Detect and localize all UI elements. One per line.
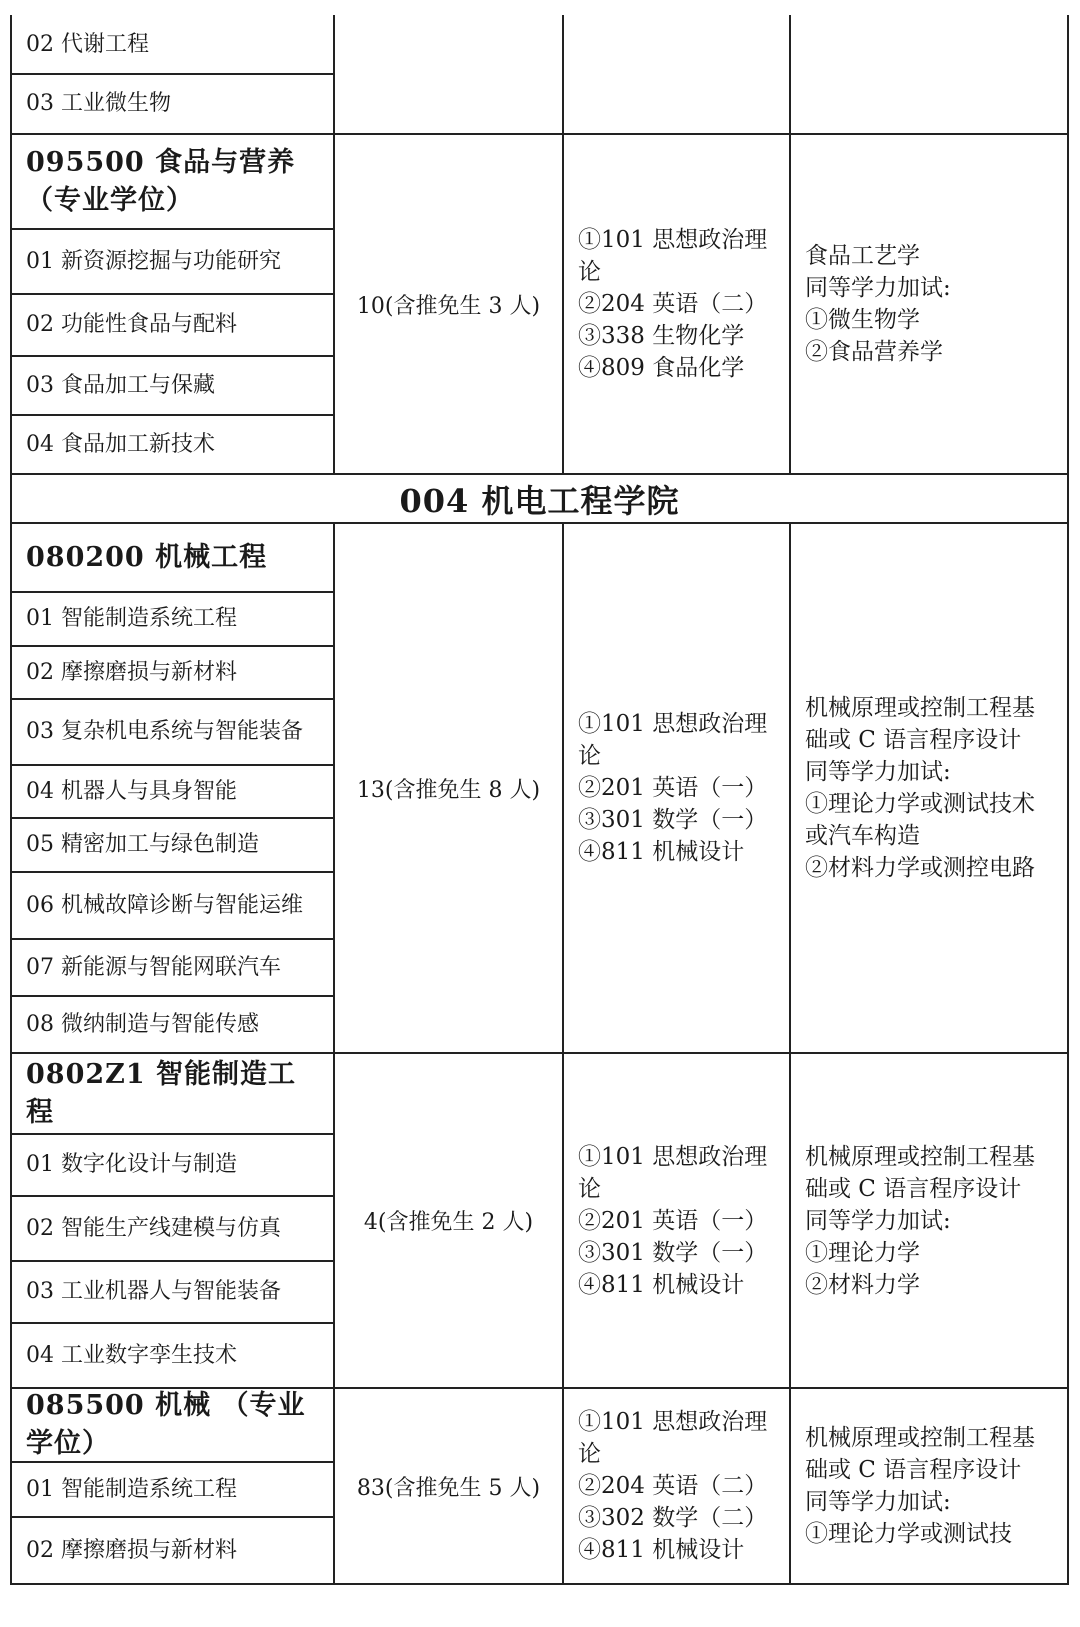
exam-subjects-cell bbox=[564, 1389, 789, 1583]
college-header bbox=[12, 475, 1067, 522]
enrollment-value: 10(含推免生 3 人) bbox=[356, 293, 541, 319]
direction-label: 03 工业微生物 bbox=[26, 91, 171, 116]
direction-label: 06 机械故障诊断与智能运维 bbox=[26, 892, 303, 918]
direction-cell bbox=[12, 75, 332, 133]
direction-cell bbox=[12, 1197, 332, 1260]
retest-item: 机械原理或控制工程基础或 C 语言程序设计 bbox=[805, 1143, 1035, 1202]
retest-item: 机械原理或控制工程基础或 C 语言程序设计 bbox=[805, 1425, 1035, 1483]
direction-label: 04 机器人与具身智能 bbox=[26, 778, 237, 804]
direction-label: 03 工业机器人与智能装备 bbox=[26, 1279, 281, 1304]
college-title: 004 机电工程学院 bbox=[399, 481, 680, 520]
direction-cell bbox=[12, 700, 332, 764]
retest-item: 食品工艺学 bbox=[805, 243, 920, 269]
direction-cell bbox=[12, 940, 332, 995]
direction-label: 02 摩擦磨损与新材料 bbox=[26, 659, 237, 685]
retest-item: ①理论力学或测试技 bbox=[805, 1521, 1012, 1547]
exam-subject: ④811 机械设计 bbox=[578, 839, 745, 865]
major-title bbox=[12, 524, 332, 591]
retest-item: 同等学力加试: bbox=[805, 1489, 951, 1515]
direction-cell bbox=[12, 647, 332, 698]
direction-cell bbox=[12, 1518, 332, 1583]
exam-subject: ④809 食品化学 bbox=[578, 355, 745, 381]
retest-item: ①理论力学 bbox=[805, 1239, 920, 1266]
direction-cell bbox=[12, 295, 332, 355]
enrollment-cell bbox=[335, 524, 562, 1052]
enrollment-value: 4(含推免生 2 人) bbox=[363, 1210, 534, 1235]
direction-label: 01 智能制造系统工程 bbox=[26, 1476, 237, 1502]
enrollment-value: 83(含推免生 5 人) bbox=[356, 1475, 541, 1501]
exam-subject: ①101 思想政治理论 bbox=[578, 1409, 768, 1467]
direction-cell bbox=[12, 819, 332, 871]
exam-subject: ①101 思想政治理论 bbox=[578, 711, 768, 769]
direction-label: 04 工业数字孪生技术 bbox=[26, 1342, 237, 1368]
table-border-right bbox=[1067, 15, 1069, 1585]
major-title bbox=[12, 1054, 332, 1133]
exam-subject: ②201 英语（一） bbox=[578, 775, 768, 801]
direction-label: 07 新能源与智能网联汽车 bbox=[26, 954, 281, 980]
major-title-text: 095500 食品与营养（专业学位） bbox=[26, 146, 296, 216]
retest-item: 同等学力加试: bbox=[805, 759, 951, 785]
direction-label: 01 智能制造系统工程 bbox=[26, 606, 237, 631]
major-title-text: 080200 机械工程 bbox=[26, 541, 268, 573]
exam-subject: ①101 思想政治理论 bbox=[578, 227, 768, 285]
direction-cell bbox=[12, 230, 332, 293]
direction-cell bbox=[12, 17, 332, 73]
exam-subject: ①101 思想政治理论 bbox=[578, 1143, 768, 1202]
retest-cell bbox=[791, 524, 1067, 1052]
direction-cell bbox=[12, 997, 332, 1052]
exam-subject: ③302 数学（二） bbox=[578, 1505, 768, 1531]
direction-cell bbox=[12, 1135, 332, 1195]
direction-label: 02 摩擦磨损与新材料 bbox=[26, 1537, 237, 1563]
direction-label: 01 数字化设计与制造 bbox=[26, 1152, 237, 1177]
direction-cell bbox=[12, 873, 332, 938]
exam-subject: ④811 机械设计 bbox=[578, 1537, 745, 1563]
direction-cell bbox=[12, 593, 332, 645]
direction-label: 03 复杂机电系统与智能装备 bbox=[26, 719, 303, 744]
retest-item: 同等学力加试: bbox=[805, 1207, 951, 1234]
retest-item: ①理论力学或测试技术或汽车构造 bbox=[805, 791, 1035, 849]
direction-cell bbox=[12, 1262, 332, 1322]
enrollment-cell bbox=[335, 1389, 562, 1583]
direction-label: 02 智能生产线建模与仿真 bbox=[26, 1215, 281, 1241]
direction-label: 05 精密加工与绿色制造 bbox=[26, 832, 259, 857]
direction-cell bbox=[12, 416, 332, 473]
enrollment-value: 13(含推免生 8 人) bbox=[356, 777, 541, 803]
direction-label: 04 食品加工新技术 bbox=[26, 431, 215, 457]
direction-label: 03 食品加工与保藏 bbox=[26, 372, 215, 398]
retest-item: ②材料力学或测控电路 bbox=[805, 855, 1035, 881]
direction-label: 01 新资源挖掘与功能研究 bbox=[26, 248, 281, 274]
exam-subject: ③301 数学（一） bbox=[578, 1239, 768, 1266]
retest-cell bbox=[791, 1389, 1067, 1583]
exam-subjects-cell bbox=[564, 135, 789, 473]
exam-subject: ②204 英语（二） bbox=[578, 1473, 768, 1499]
direction-cell bbox=[12, 1463, 332, 1516]
table-border-bottom bbox=[10, 1583, 1069, 1585]
exam-subject: ③301 数学（一） bbox=[578, 807, 768, 833]
direction-label: 02 功能性食品与配料 bbox=[26, 312, 237, 337]
direction-label: 08 微纳制造与智能传感 bbox=[26, 1011, 259, 1037]
exam-subject: ③338 生物化学 bbox=[578, 323, 745, 349]
retest-cell bbox=[791, 1054, 1067, 1387]
direction-cell bbox=[12, 357, 332, 414]
retest-item: ②材料力学 bbox=[805, 1271, 920, 1298]
retest-item: ①微生物学 bbox=[805, 307, 920, 333]
enrollment-cell bbox=[335, 135, 562, 473]
major-title-text: 085500 机械 （专业学位） bbox=[26, 1390, 306, 1459]
exam-subjects-cell bbox=[564, 524, 789, 1052]
major-title-text: 0802Z1 智能制造工程 bbox=[26, 1058, 297, 1128]
retest-item: ②食品营养学 bbox=[805, 339, 943, 365]
retest-item: 机械原理或控制工程基础或 C 语言程序设计 bbox=[805, 695, 1035, 753]
retest-item: 同等学力加试: bbox=[805, 275, 951, 301]
exam-subject: ④811 机械设计 bbox=[578, 1271, 745, 1298]
exam-subjects-cell bbox=[564, 1054, 789, 1387]
direction-label: 02 代谢工程 bbox=[26, 32, 149, 57]
exam-subject: ②204 英语（二） bbox=[578, 291, 768, 317]
enrollment-cell bbox=[335, 1054, 562, 1387]
direction-cell bbox=[12, 766, 332, 817]
exam-subject: ②201 英语（一） bbox=[578, 1207, 768, 1234]
major-title bbox=[12, 1389, 332, 1461]
retest-cell bbox=[791, 135, 1067, 473]
direction-cell bbox=[12, 1324, 332, 1387]
major-title bbox=[12, 135, 332, 228]
